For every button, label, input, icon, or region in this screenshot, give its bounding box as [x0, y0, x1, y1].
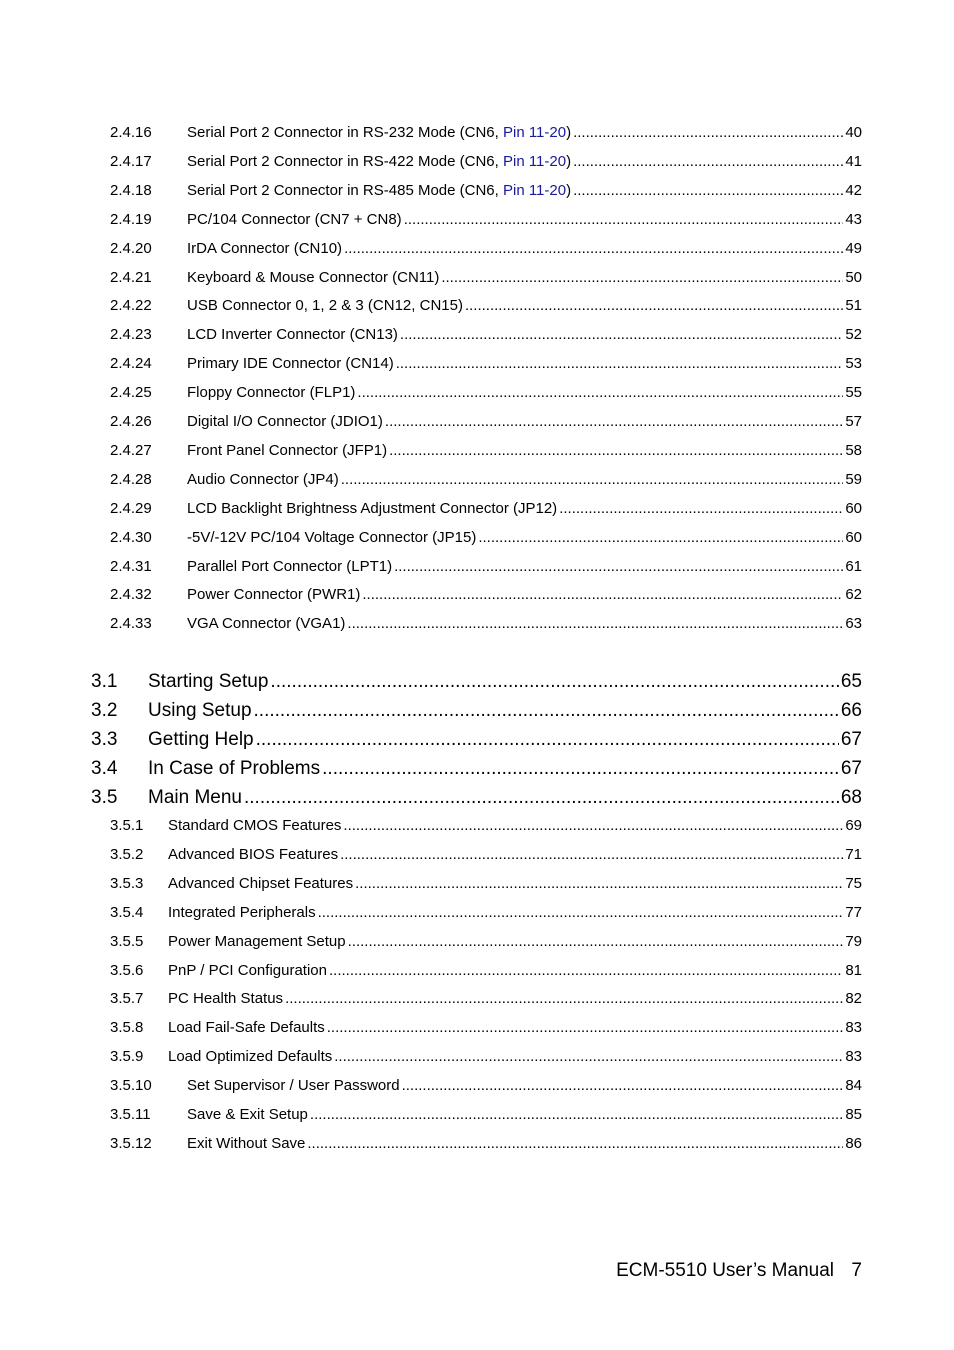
- toc-entry[interactable]: [0, 268, 954, 288]
- toc-entry[interactable]: [0, 585, 954, 605]
- toc-entry-title-text: Digital I/O Connector (JDIO1): [187, 413, 383, 430]
- toc-entry[interactable]: [0, 785, 954, 810]
- toc-entry-title: [187, 499, 557, 519]
- toc-entry-title: [148, 698, 252, 723]
- toc-entry-title: [187, 1134, 305, 1154]
- toc-entry-body: [168, 961, 862, 981]
- toc-entry-title: [187, 354, 394, 374]
- toc-entry-title: [187, 152, 571, 172]
- toc-entry-title-text: Getting Help: [148, 728, 254, 750]
- toc-entry-page: 50: [845, 268, 862, 286]
- toc-entry-body: [168, 1018, 862, 1038]
- toc-entry-page: 84: [845, 1077, 862, 1095]
- dot-leader: [357, 383, 843, 403]
- toc-entry-page: 40: [845, 124, 862, 141]
- dot-leader: [307, 1134, 843, 1154]
- toc-entry-title: [187, 470, 339, 490]
- toc-entry-page: 69: [845, 817, 862, 834]
- toc-entry-body: [187, 470, 862, 490]
- footer-manual-title: ECM-5510 User’s Manual: [616, 1260, 834, 1281]
- toc-entry-body: [168, 932, 862, 952]
- toc-entry-title-text: Power Management Setup: [168, 932, 346, 950]
- toc-entry-body: [187, 152, 862, 172]
- toc-entry-title-text: Serial Port 2 Connector in RS-422 Mode (CN6,: [187, 152, 503, 170]
- toc-entry-title-text: Floppy Connector (FLP1): [187, 384, 356, 402]
- toc-entry-title: [148, 669, 268, 694]
- toc-entry-title-text: -5V/-12V PC/104 Voltage Connector (JP15): [187, 528, 477, 546]
- toc-entry-body: [187, 557, 862, 577]
- toc-entry[interactable]: [0, 383, 954, 403]
- dot-leader: [343, 816, 843, 836]
- toc-entry-title-text: PnP / PCI Configuration: [168, 961, 327, 979]
- toc-entry-body: [187, 1105, 862, 1125]
- toc-entry-body: [187, 412, 862, 432]
- toc-entry-page: 51: [845, 297, 862, 315]
- dot-leader: [441, 268, 843, 288]
- dot-leader: [400, 325, 843, 345]
- toc-entry-title-text: Advanced BIOS Features: [168, 845, 339, 863]
- toc-entry-page: 60: [845, 499, 862, 517]
- toc-entry-body: [187, 585, 862, 605]
- toc-entry-number: 2.4.27: [110, 441, 152, 459]
- toc-entry[interactable]: [0, 874, 954, 894]
- toc-entry-title-text: Advanced Chipset Features: [168, 874, 354, 892]
- toc-entry[interactable]: [0, 239, 954, 259]
- toc-entry-number: 2.4.18: [110, 181, 152, 199]
- toc-entry-body: [148, 698, 862, 723]
- toc-entry-number: 2.4.16: [110, 124, 152, 141]
- toc-entry-page: 63: [845, 615, 862, 633]
- toc-entry-number: 3.3: [91, 728, 118, 750]
- toc-entry-title-text: Parallel Port Connector (LPT1): [187, 557, 393, 575]
- dot-leader: [318, 903, 844, 923]
- toc-entry-page: 75: [845, 874, 862, 892]
- toc-entry-title-text: LCD Backlight Brightness Adjustment Connector (JP12): [187, 499, 558, 517]
- toc-entry-title-text: Save & Exit Setup: [187, 1106, 308, 1123]
- dot-leader: [355, 874, 843, 894]
- toc-entry-body: [168, 845, 862, 865]
- toc-entry-number: 2.4.33: [110, 615, 152, 633]
- toc-entry[interactable]: [0, 989, 954, 1009]
- toc-entry-body: [187, 528, 862, 548]
- toc-entry-page: 67: [840, 757, 862, 779]
- toc-entry-title-text: Keyboard & Mouse Connector (CN11): [187, 268, 440, 286]
- toc-entry-number: 2.4.28: [110, 470, 152, 488]
- toc-entry-page: 59: [845, 470, 862, 488]
- toc-entry-pin-link[interactable]: Pin 11-20: [502, 181, 567, 199]
- toc-entry-body: [187, 1076, 862, 1096]
- toc-entry-body: [148, 785, 862, 810]
- toc-entry-title: [187, 268, 439, 288]
- toc-entry-title-suffix: ): [566, 152, 572, 170]
- toc-entry[interactable]: [0, 499, 954, 519]
- toc-entry-page: 66: [840, 699, 862, 721]
- toc-entry-title: [187, 325, 398, 345]
- toc-entry[interactable]: [0, 614, 954, 634]
- toc-entry-body: [168, 989, 862, 1009]
- toc-entry-number: 2.4.31: [110, 557, 152, 575]
- toc-entry-title: [187, 239, 342, 259]
- toc-entry-body: [148, 727, 862, 752]
- toc-entry-title-text: VGA Connector (VGA1): [187, 615, 346, 633]
- toc-entry-page: 71: [845, 845, 862, 863]
- toc-entry-body: [187, 325, 862, 345]
- toc-entry-number: 2.4.19: [110, 210, 152, 228]
- toc-entry-title-text: Standard CMOS Features: [168, 817, 342, 834]
- toc-entry[interactable]: [0, 961, 954, 981]
- toc-entry-number: 3.5: [91, 786, 118, 808]
- toc-entry[interactable]: [0, 1076, 954, 1096]
- toc-entry-title: [168, 1047, 332, 1067]
- toc-entry-title-text: In Case of Problems: [148, 757, 321, 779]
- dot-leader: [329, 961, 843, 981]
- toc-entry-body: [187, 296, 862, 316]
- toc-entry-number: 3.5.10: [110, 1077, 152, 1095]
- toc-entry-number: 3.5.9: [110, 1048, 144, 1066]
- toc-entry-page: 49: [845, 239, 862, 257]
- toc-entry-title: [148, 756, 320, 781]
- toc-entry-body: [187, 1134, 862, 1154]
- toc-entry-page: 52: [845, 326, 862, 344]
- toc-entry-number: 2.4.32: [110, 586, 152, 604]
- toc-entry-number: 2.4.22: [110, 297, 152, 315]
- toc-entry[interactable]: [0, 1134, 954, 1154]
- toc-entry-title-text: PC Health Status: [168, 990, 284, 1008]
- toc-entry-number: 3.5.6: [110, 961, 144, 979]
- dot-leader: [389, 441, 843, 461]
- toc-entry-body: [187, 123, 862, 143]
- dot-leader: [256, 727, 839, 752]
- footer-page-number: 7: [851, 1260, 862, 1281]
- dot-leader: [573, 181, 843, 201]
- toc-entry-title: [168, 816, 341, 836]
- toc-entry-number: 3.5.3: [110, 874, 144, 892]
- toc-entry-title-text: Serial Port 2 Connector in RS-485 Mode (CN6,: [187, 181, 503, 199]
- toc-entry[interactable]: [0, 470, 954, 490]
- toc-entry-title-text: PC/104 Connector (CN7 + CN8): [187, 210, 402, 228]
- toc-entry-number: 3.5.5: [110, 932, 144, 950]
- dot-leader: [404, 210, 844, 230]
- toc-entry-body: [187, 181, 862, 201]
- toc-entry-number: 2.4.20: [110, 239, 152, 257]
- toc-entry-page: 55: [845, 384, 862, 402]
- toc-entry-title: [168, 989, 283, 1009]
- toc-entry-title: [187, 123, 571, 143]
- toc-entry[interactable]: [0, 181, 954, 201]
- dot-leader: [344, 239, 843, 259]
- toc-entry-title: [148, 727, 254, 752]
- toc-entry-page: 86: [845, 1134, 862, 1152]
- toc-entry[interactable]: [0, 354, 954, 374]
- toc-entry[interactable]: [0, 441, 954, 461]
- toc-entry[interactable]: [0, 123, 954, 143]
- toc-entry-title-text: Load Fail-Safe Defaults: [168, 1019, 325, 1037]
- toc-entry[interactable]: [0, 756, 954, 781]
- toc-entry-page: 68: [840, 786, 862, 808]
- toc-entry[interactable]: [0, 669, 954, 694]
- toc-entry-title-text: Set Supervisor / User Password: [187, 1077, 400, 1095]
- toc-entry-body: [168, 903, 862, 923]
- toc-entry-number: 2.4.24: [110, 355, 152, 373]
- dot-leader: [362, 585, 843, 605]
- dot-leader: [254, 698, 839, 723]
- toc-entry-number: 2.4.23: [110, 326, 152, 344]
- dot-leader: [385, 412, 843, 432]
- toc-entry-title: [168, 961, 327, 981]
- toc-entry-body: [148, 756, 862, 781]
- toc-entry-number: 3.5.12: [110, 1134, 152, 1152]
- dot-leader: [559, 499, 843, 519]
- dot-leader: [327, 1018, 844, 1038]
- dot-leader: [348, 932, 844, 952]
- toc-entry-number: 3.5.11: [110, 1106, 151, 1123]
- toc-entry[interactable]: [0, 1047, 954, 1067]
- toc-entry-page: 62: [845, 586, 862, 604]
- toc-entry-number: 3.2: [91, 699, 118, 721]
- toc-entry-title-text: USB Connector 0, 1, 2 & 3 (CN12, CN15): [187, 297, 463, 315]
- toc-entry-body: [168, 816, 862, 836]
- toc-entry-title-text: Serial Port 2 Connector in RS-232 Mode (CN6,: [187, 124, 503, 141]
- toc-entry-number: 3.4: [91, 757, 118, 779]
- toc-entry-title-suffix: ): [566, 181, 572, 199]
- toc-entry-number: 3.5.7: [110, 990, 144, 1008]
- toc-entry-body: [187, 268, 862, 288]
- toc-entry-body: [168, 1047, 862, 1067]
- dot-leader: [396, 354, 844, 374]
- toc-entry-title-text: IrDA Connector (CN10): [187, 239, 343, 257]
- toc-entry-title-suffix: ): [566, 124, 572, 141]
- dot-leader: [334, 1047, 843, 1067]
- toc-entry-page: 41: [845, 152, 862, 170]
- toc-entry-title: [187, 614, 345, 634]
- toc-entry[interactable]: [0, 1018, 954, 1038]
- dot-leader: [341, 470, 844, 490]
- toc-entry-title-text: Audio Connector (JP4): [187, 470, 339, 488]
- toc-entry-title: [187, 441, 387, 461]
- toc-entry-title: [187, 528, 476, 548]
- toc-entry[interactable]: [0, 727, 954, 752]
- toc-entry[interactable]: [0, 557, 954, 577]
- toc-entry-title: [148, 785, 242, 810]
- dot-leader: [270, 669, 838, 694]
- toc-entry-body: [148, 669, 862, 694]
- toc-entry-number: 3.5.2: [110, 845, 144, 863]
- dot-leader: [478, 528, 843, 548]
- dot-leader: [465, 296, 843, 316]
- toc-entry-pin-link[interactable]: Pin 11-20: [502, 152, 567, 170]
- toc-entry-page: 81: [845, 961, 862, 979]
- toc-entry-title: [168, 845, 338, 865]
- toc-entry-title-text: LCD Inverter Connector (CN13): [187, 326, 398, 344]
- dot-leader: [573, 123, 843, 143]
- toc-entry-page: 57: [845, 413, 862, 430]
- toc-entry-page: 83: [845, 1048, 862, 1066]
- toc-entry-page: 61: [845, 557, 862, 575]
- toc-entry-body: [187, 614, 862, 634]
- toc-entry-number: 2.4.25: [110, 384, 152, 402]
- toc-entry-title-text: Integrated Peripherals: [168, 903, 316, 921]
- dot-leader: [322, 756, 839, 781]
- toc-entry-body: [187, 239, 862, 259]
- toc-entry-title-text: Using Setup: [148, 699, 252, 721]
- dot-leader: [244, 785, 839, 810]
- dot-leader: [347, 614, 843, 634]
- dot-leader: [310, 1105, 843, 1125]
- toc-entry-title-text: Primary IDE Connector (CN14): [187, 355, 394, 373]
- toc-entry-title: [187, 383, 355, 403]
- toc-entry-body: [187, 383, 862, 403]
- toc-entry-body: [168, 874, 862, 894]
- toc-entry-title: [187, 1105, 308, 1125]
- toc-entry-number: 3.5.8: [110, 1019, 144, 1037]
- toc-entry-title-text: Front Panel Connector (JFP1): [187, 441, 388, 459]
- dot-leader: [285, 989, 843, 1009]
- toc-entry-body: [187, 441, 862, 461]
- toc-entry[interactable]: [0, 412, 954, 432]
- toc-entry-page: 42: [845, 181, 862, 199]
- dot-leader: [402, 1076, 844, 1096]
- toc-entry-page: 77: [845, 903, 862, 921]
- toc-entry-title-text: Starting Setup: [148, 671, 269, 692]
- toc-entry[interactable]: [0, 296, 954, 316]
- toc-entry-title: [168, 1018, 325, 1038]
- toc-entry-title: [187, 296, 463, 316]
- toc-entry[interactable]: [0, 210, 954, 230]
- toc-entry-title-text: Exit Without Save: [187, 1134, 306, 1152]
- toc-entry-page: 83: [845, 1019, 862, 1037]
- toc-entry-number: 2.4.29: [110, 499, 152, 517]
- toc-entry[interactable]: [0, 816, 954, 836]
- toc-entry-page: 67: [840, 728, 862, 750]
- toc-entry-title-text: Main Menu: [148, 786, 242, 808]
- toc-entry-page: 79: [845, 932, 862, 950]
- toc-entry-title: [187, 557, 392, 577]
- toc-entry[interactable]: [0, 528, 954, 548]
- toc-entry[interactable]: [0, 152, 954, 172]
- toc-entry-number: 2.4.30: [110, 528, 152, 546]
- toc-entry[interactable]: [0, 845, 954, 865]
- toc-entry-number: 3.5.1: [110, 817, 144, 834]
- toc-entry-body: [187, 210, 862, 230]
- toc-entry-title-text: Load Optimized Defaults: [168, 1048, 333, 1066]
- dot-leader: [340, 845, 843, 865]
- toc-entry-number: 2.4.26: [110, 413, 152, 430]
- toc-entry-title-text: Power Connector (PWR1): [187, 586, 361, 604]
- toc-entry-title: [187, 1076, 400, 1096]
- toc-entry-page: 82: [845, 990, 862, 1008]
- toc-entry-page: 43: [845, 210, 862, 228]
- toc-entry-body: [187, 354, 862, 374]
- toc-entry-title: [187, 412, 383, 432]
- toc-entry[interactable]: [0, 903, 954, 923]
- toc-entry[interactable]: [0, 698, 954, 723]
- dot-leader: [573, 152, 843, 172]
- toc-entry-title: [187, 181, 571, 201]
- toc-entry-page: 60: [845, 528, 862, 546]
- toc-entry[interactable]: [0, 325, 954, 345]
- toc-entry-title: [187, 210, 402, 230]
- toc-entry-page: 58: [845, 441, 862, 459]
- toc-entry-title: [168, 874, 353, 894]
- toc-entry-title: [187, 585, 360, 605]
- toc-entry[interactable]: [0, 932, 954, 952]
- toc-entry-title: [168, 932, 346, 952]
- toc-entry[interactable]: [0, 1105, 954, 1125]
- toc-entry-number: 3.5.4: [110, 903, 144, 921]
- toc-entry-number: 2.4.17: [110, 152, 152, 170]
- toc-entry-page: 53: [845, 355, 862, 373]
- toc-entry-page: 65: [840, 671, 862, 692]
- toc-entry-body: [187, 499, 862, 519]
- toc-entry-title: [168, 903, 316, 923]
- toc-entry-number: 3.1: [91, 671, 118, 692]
- toc-entry-page: 85: [845, 1106, 862, 1123]
- dot-leader: [394, 557, 843, 577]
- toc-entry-number: 2.4.21: [110, 268, 152, 286]
- toc-entry-pin-link[interactable]: Pin 11-20: [502, 124, 567, 141]
